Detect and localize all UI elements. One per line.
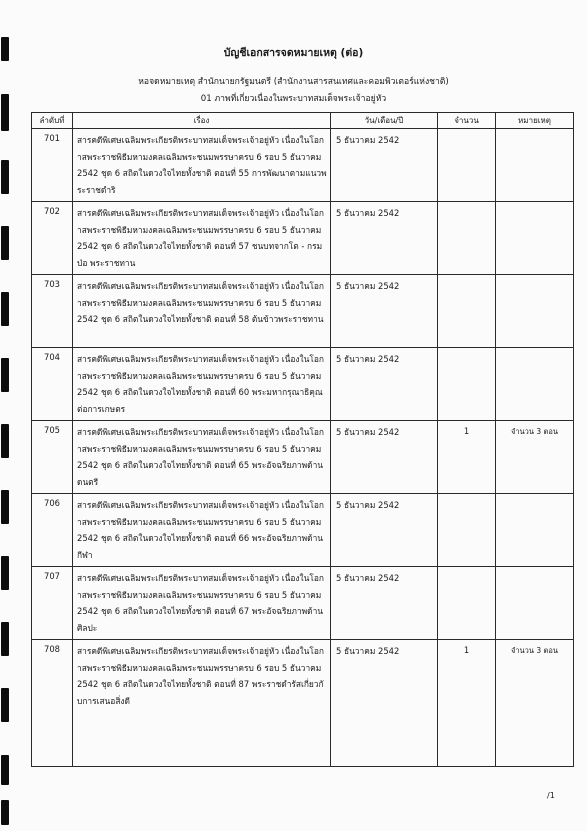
row-number: 704 — [32, 348, 73, 421]
row-quantity: 1 — [438, 421, 496, 494]
row-number: 708 — [32, 640, 73, 767]
row-quantity — [438, 129, 496, 202]
row-title: สารคดีพิเศษเฉลิมพระเกียรติพระบาทสมเด็จพระเจ้าอยู่หัว เนื่องในโอกาสพระราชพิธีมหามงคลเฉลิมพระชนมพรรษาครบ 6 รอบ 5 ธันวาคม 2542 ชุด 6 สถิตในดวงใจไทยทั้งชาติ ตอนที่ 57 ชนบทจากโต - กรมป่อ พระราชทาน — [73, 202, 331, 275]
row-quantity — [438, 494, 496, 567]
document-subtitle-series: 01 ภาพที่เกี่ยวเนื่องในพระบาทสมเด็จพระเจ้าอยู่หัว — [200, 94, 387, 104]
row-number: 705 — [32, 421, 73, 494]
row-date: 5 ธันวาคม 2542 — [331, 202, 438, 275]
row-title: สารคดีพิเศษเฉลิมพระเกียรติพระบาทสมเด็จพระเจ้าอยู่หัว เนื่องในโอกาสพระราชพิธีมหามงคลเฉลิมพระชนมพรรษาครบ 6 รอบ 5 ธันวาคม 2542 ชุด 6 สถิตในดวงใจไทยทั้งชาติ ตอนที่ 87 พระราชดำรัสเกี่ยวกับการเสนอสิ่งดี — [73, 640, 331, 767]
row-date: 5 ธันวาคม 2542 — [331, 348, 438, 421]
table-header-row — [32, 113, 574, 129]
table-row — [32, 567, 574, 640]
row-remarks — [496, 202, 574, 275]
document-title: บัญชีเอกสารจดหมายเหตุ (ต่อ) — [223, 47, 364, 59]
row-date: 5 ธันวาคม 2542 — [331, 275, 438, 348]
header-subject: เรื่อง — [73, 113, 331, 129]
row-quantity — [438, 202, 496, 275]
table-row — [32, 640, 574, 767]
header-remarks: หมายเหตุ — [496, 113, 574, 129]
page-number: /1 — [547, 791, 555, 800]
row-title: สารคดีพิเศษเฉลิมพระเกียรติพระบาทสมเด็จพระเจ้าอยู่หัว เนื่องในโอกาสพระราชพิธีมหามงคลเฉลิมพระชนมพรรษาครบ 6 รอบ 5 ธันวาคม 2542 ชุด 6 สถิตในดวงใจไทยทั้งชาติ ตอนที่ 55 การพัฒนาตามแนวพระราชดำริ — [73, 129, 331, 202]
scan-binding-marks — [0, 0, 12, 831]
document-subtitle-agency: หอจดหมายเหตุ สำนักนายกรัฐมนตรี (สำนักงานสารสนเทศและคอมพิวเตอร์แห่งชาติ) — [138, 77, 449, 87]
row-title: สารคดีพิเศษเฉลิมพระเกียรติพระบาทสมเด็จพระเจ้าอยู่หัว เนื่องในโอกาสพระราชพิธีมหามงคลเฉลิมพระชนมพรรษาครบ 6 รอบ 5 ธันวาคม 2542 ชุด 6 สถิตในดวงใจไทยทั้งชาติ ตอนที่ 65 พระอัจฉริยภาพด้านดนตรี — [73, 421, 331, 494]
table-row — [32, 348, 574, 421]
row-remarks: จำนวน 3 ตอน — [496, 421, 574, 494]
row-title: สารคดีพิเศษเฉลิมพระเกียรติพระบาทสมเด็จพระเจ้าอยู่หัว เนื่องในโอกาสพระราชพิธีมหามงคลเฉลิมพระชนมพรรษาครบ 6 รอบ 5 ธันวาคม 2542 ชุด 6 สถิตในดวงใจไทยทั้งชาติ ตอนที่ 60 พระมหากรุณาธิคุณต่อการเกษตร — [73, 348, 331, 421]
row-date: 5 ธันวาคม 2542 — [331, 129, 438, 202]
row-number: 707 — [32, 567, 73, 640]
row-remarks — [496, 348, 574, 421]
row-number: 702 — [32, 202, 73, 275]
row-title: สารคดีพิเศษเฉลิมพระเกียรติพระบาทสมเด็จพระเจ้าอยู่หัว เนื่องในโอกาสพระราชพิธีมหามงคลเฉลิมพระชนมพรรษาครบ 6 รอบ 5 ธันวาคม 2542 ชุด 6 สถิตในดวงใจไทยทั้งชาติ ตอนที่ 66 พระอัจฉริยภาพด้านกีฬา — [73, 494, 331, 567]
row-number: 706 — [32, 494, 73, 567]
row-date: 5 ธันวาคม 2542 — [331, 640, 438, 767]
row-title: สารคดีพิเศษเฉลิมพระเกียรติพระบาทสมเด็จพระเจ้าอยู่หัว เนื่องในโอกาสพระราชพิธีมหามงคลเฉลิมพระชนมพรรษาครบ 6 รอบ 5 ธันวาคม 2542 ชุด 6 สถิตในดวงใจไทยทั้งชาติ ตอนที่ 58 ต้นข้าวพระราชทาน — [73, 275, 331, 348]
row-title: สารคดีพิเศษเฉลิมพระเกียรติพระบาทสมเด็จพระเจ้าอยู่หัว เนื่องในโอกาสพระราชพิธีมหามงคลเฉลิมพระชนมพรรษาครบ 6 รอบ 5 ธันวาคม 2542 ชุด 6 สถิตในดวงใจไทยทั้งชาติ ตอนที่ 67 พระอัจฉริยภาพด้านศิลปะ — [73, 567, 331, 640]
table-row — [32, 129, 574, 202]
row-quantity — [438, 275, 496, 348]
row-remarks: จำนวน 3 ตอน — [496, 640, 574, 767]
row-quantity — [438, 567, 496, 640]
row-date: 5 ธันวาคม 2542 — [331, 421, 438, 494]
row-date: 5 ธันวาคม 2542 — [331, 567, 438, 640]
table-row — [32, 421, 574, 494]
row-quantity — [438, 348, 496, 421]
header-quantity: จำนวน — [438, 113, 496, 129]
row-remarks — [496, 129, 574, 202]
table-row — [32, 202, 574, 275]
header-date: วัน/เดือน/ปี — [331, 113, 438, 129]
header-number: ลำดับที่ — [32, 113, 73, 129]
row-number: 703 — [32, 275, 73, 348]
row-number: 701 — [32, 129, 73, 202]
table-row — [32, 494, 574, 567]
row-remarks — [496, 567, 574, 640]
row-date: 5 ธันวาคม 2542 — [331, 494, 438, 567]
records-table — [31, 112, 574, 767]
table-row — [32, 275, 574, 348]
row-remarks — [496, 275, 574, 348]
row-remarks — [496, 494, 574, 567]
row-quantity: 1 — [438, 640, 496, 767]
